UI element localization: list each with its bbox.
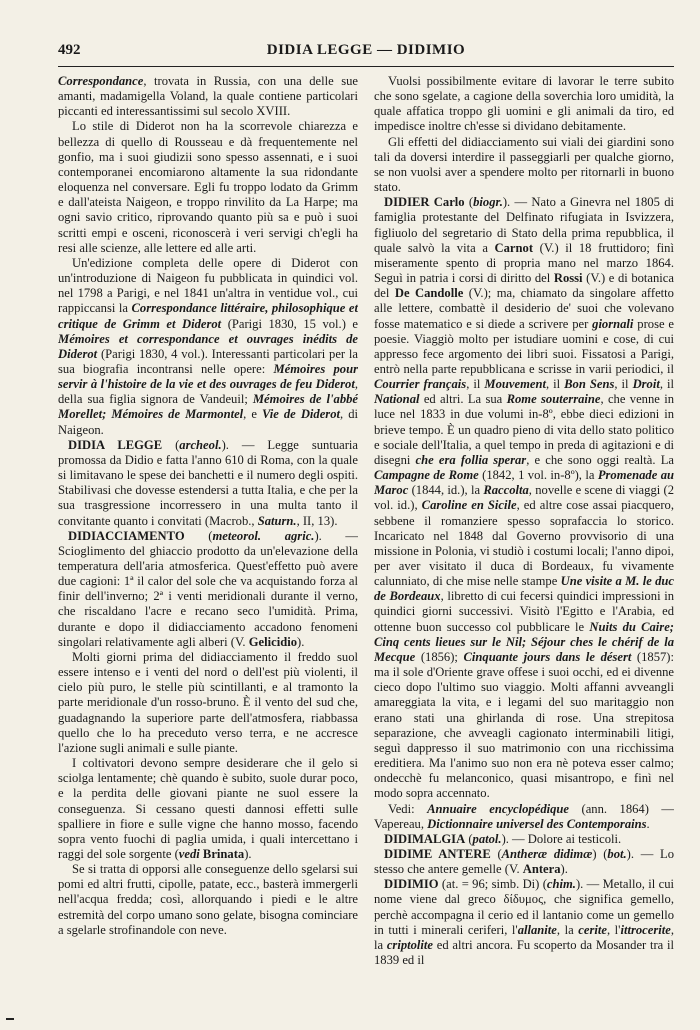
- text-run: Vedi:: [388, 801, 428, 816]
- italic-term: patol.: [472, 831, 502, 846]
- italic-term: Vie de Diderot: [262, 407, 340, 422]
- entry-didiacciamento: [58, 529, 358, 650]
- text-run: , la: [374, 922, 674, 952]
- text-run: (1844, id.), la: [408, 483, 484, 498]
- text-run: , novelle e scene di viaggi (2 vol. id.),: [374, 483, 674, 513]
- text-run: ). — Lo stesso che antere gemelle (V.: [374, 846, 674, 877]
- text-run: ).: [560, 862, 568, 877]
- text-run: , libretto di cui fecersi quindici impressioni in quindici giorni successivi. Visitò l'Egitto e l'Arabia, ed ottenne buon successo col pubblicare le: [374, 589, 674, 634]
- entry-didia-legge: [58, 438, 358, 529]
- italic-term: Correspondance littéraire, philosophique et critique de Grimm et Diderot: [58, 301, 358, 331]
- text-run: ed altri. La sua: [419, 392, 507, 407]
- italic-term: Nuits du Caire; Cinq cents lieues sur le Nil; Séjour ches le chérif de la Mecque: [374, 619, 674, 664]
- text-run: ed altri ancora. Fu scoperto da Mosander tra il 1839 ed il: [374, 937, 674, 968]
- text-run: ). — Legge suntuaria promossa da Didio e fatta l'anno 610 di Roma, con la quale si limitavano le spese dei banchetti e il numero degli ospiti. Stabilivasi che dovesse estendersi a tutta Italia, e che per la sua trasgressione incorressero in una multa tanto il convitante quanto i convitati (Macrob.,: [58, 437, 358, 528]
- right-column: [374, 74, 674, 1022]
- italic-term: Saturn.: [257, 513, 297, 528]
- italic-term: Annuaire encyclopédique: [427, 801, 570, 816]
- paragraph: [374, 74, 674, 135]
- italic-term: meteorol. agric.: [212, 528, 315, 543]
- paragraph: [58, 74, 358, 119]
- headword: De Candolle: [394, 286, 464, 301]
- italic-term: archeol.: [179, 437, 222, 452]
- text-run: prose e poesie. Viaggiò molto per istudiare uomini e cose, di cui appresso fece argomento dei libri suoi. Fissatosi a Parigi, entrò nella parte repubblicana e scrisse in varii periodici, il: [374, 316, 674, 376]
- text-run: ).: [244, 846, 252, 861]
- text-run: , e: [243, 407, 263, 422]
- italic-term: chim.: [546, 877, 576, 892]
- text-run: , II, 13).: [296, 513, 338, 528]
- italic-term: Mémoires pour servir à l'histoire de la vie et des ouvrages de feu Diderot: [58, 361, 358, 392]
- text-run: ) (: [592, 846, 608, 861]
- headword: DIDIA LEGGE: [68, 437, 163, 452]
- italic-term: Une visite a M. le duc de Bordeaux: [374, 574, 674, 604]
- entry-didimalgia: [374, 832, 674, 847]
- text-run: ). — Nato a Ginevra nel 1805 di famiglia protestante del Delfinato rifugiata in Isvizzera, figliuolo del segretario di Stato della prima repubblica, il quale salvò la vita a: [374, 195, 674, 255]
- text-run: (V.) e di botanica del: [374, 271, 674, 301]
- text-run: (: [490, 846, 502, 861]
- headword: DIDIACCIAMENTO: [68, 528, 185, 543]
- headword: Brinata: [202, 846, 245, 861]
- italic-term: cerite: [578, 922, 607, 937]
- paragraph: [58, 256, 358, 438]
- text-run: , trovata in Russia, con una delle sue amanti, madamigella Voland, la quale contiene particolari piccanti ed interessantissimi sul secolo XVIII.: [58, 74, 358, 119]
- text-run: (at. = 96; simb. Di) (: [438, 877, 547, 892]
- text-run: (: [184, 528, 213, 543]
- text-run: , la: [556, 922, 579, 937]
- text-run: (ann. 1864) — Vapereau,: [374, 801, 674, 831]
- italic-term: Rome souterraine: [506, 392, 601, 407]
- text-run: .: [646, 816, 650, 831]
- paragraph: [58, 862, 358, 938]
- paragraph: [374, 802, 674, 832]
- italic-term: Bon Sens: [564, 377, 615, 392]
- italic-term: vedi: [178, 846, 200, 861]
- italic-term: Mémoires et correspondance et ouvrages inédits de Diderot: [58, 331, 358, 361]
- entry-didime-antere: [374, 847, 674, 877]
- text-run: Lo stile di Diderot non ha la scorrevole chiarezza e bellezza di quello di Rousseau e dà frequentemente nel gonfio, ma i suoi giudizii sono spesso assennati, e i suoi contemporanei encomiarono altamente la sua ridondante eloquenza nel conversare. Egli fu troppo lodato da Grimm e dall'ateista Naigeon, e troppo rinvilito da La Harpe; ma ogni savio critico, riprovando quanto più sa e può i suoi scritti empi e osceni, riconoscerà i veri servigi ch'egli ha resi alle scienze, alle lettere ed alle arti.: [58, 119, 358, 255]
- headword: DIDIER Carlo: [384, 195, 465, 210]
- italic-term: Promenade au Maroc: [374, 468, 674, 498]
- italic-term: Raccolta: [483, 483, 529, 498]
- headword: Rossi: [553, 271, 583, 286]
- italic-term: Campagne de Rome: [374, 468, 479, 483]
- italic-term: Cinquante jours dans le désert: [463, 649, 632, 664]
- headword: DIDIME ANTERE: [384, 846, 491, 861]
- text-run: Un'edizione completa delle opere di Diderot con un'introduzione di Naigeon fu pubblicata in quindici vol. nel 1798 a Parigi, e nel 1841 un'altra in ventidue vol., cui rappiccansi la: [58, 255, 358, 316]
- text-run: , e che sono oggi realtà. La: [526, 452, 674, 467]
- text-run: (: [464, 195, 474, 210]
- text-run: (1856);: [415, 649, 464, 664]
- text-run: , di Naigeon.: [58, 407, 358, 437]
- text-run: ). — Scioglimento del ghiaccio prodotto da un'elevazione della temperatura dell'aria atmosferica. Quest'effetto può avere due cagioni: 1ª il calor del sole che va acquistando forza al finir dell'inverno; 2ª i venti meridionali durante il verno, che riscaldano l'acre e recano seco l'umidità. Prima, durante e dopo il didiacciamento accadono fenomeni singolari relativamente agli alberi (V.: [58, 528, 358, 649]
- text-run: (Parigi 1830, 15 vol.) e: [221, 316, 358, 331]
- italic-term: Mouvement: [484, 377, 546, 392]
- text-run: (1857): ma il sole d'Oriente grave offese i suoi occhi, ed ei divenne cieco dopo l'ultimo suo viaggio. Molti affanni avveangli amareggiata la vita, e i legami del suo maritaggio non erano stati una ghirlanda di rose. Una strepitosa separazione, che avveagli cagionato interminabili litigi, seguì dappresso il suo matrimonio con una ricchissima ereditiera. Ma l'animo suo non era nè poteva esser calmo; ondecchè fu melanconico, quasi misantropo, e finì nel modo sopra accennato.: [374, 649, 674, 801]
- text-run: (: [162, 437, 180, 452]
- italic-term: che era follia sperar: [415, 452, 527, 467]
- italic-term: giornali: [592, 316, 634, 331]
- headword: Gelicidio: [248, 634, 297, 649]
- text-run: , il: [545, 377, 565, 392]
- text-run: (1842, 1 vol. in-8º), la: [478, 468, 598, 483]
- text-run: , il: [659, 377, 674, 392]
- page-number: 492: [58, 42, 81, 58]
- headword: DIDIMIO: [384, 877, 439, 892]
- headword: Carnot: [494, 240, 534, 255]
- entry-didier-carlo: [374, 195, 674, 801]
- italic-term: Antheræ didimæ: [501, 846, 593, 861]
- text-run: ). — Metallo, il cui nome viene dal greco δίδυμος, che significa gemello, perchè accompagna il cerio ed il lantanio come un gemello in tutti i minerali ceriferi, l': [374, 877, 674, 937]
- text-run: I coltivatori devono sempre desiderare che il gelo si sciolga lentamente; chè quando è subito, suole durar poco, e la perdita delle giovani piante ne suol essere la conseguenza. Si cessano questi dannosi effetti sulle spalliere in fiore e sulle vigne che hanno mosso, facendo sopra vento fuochi di paglia umida, i quali intercettano i raggi del sole sorgente (: [58, 756, 358, 861]
- italic-term: National: [374, 392, 420, 407]
- text-run: Vuolsi possibilmente evitare di lavorar le terre subito che sono sgelate, a cagione della soverchia loro umidità, la quale affatica troppo gli uomini e gli animali da tiro, ed impedisce inoltre ch'esse si dividano debitamente.: [374, 74, 674, 134]
- page-header: [58, 38, 674, 67]
- paragraph: [58, 650, 358, 756]
- text-run: , il: [614, 377, 633, 392]
- text-run: , ed altre cose assai piacquero, sebbene il romanziere spesso soprafaccia lo storico. Incaricato nel 1848 dal Governo provvisorio di una missione in Polonia, vi studiò i costumi locali; l'anno dipoi, per aver visitato il duca di Bordeaux, fu vivamente calunniato, di che mise nelle stampe: [374, 498, 674, 589]
- italic-term: ittrocerite: [620, 922, 671, 937]
- text-run: Se si tratta di opporsi alle conseguenze dello sgelarsi sui pomi ed altri frutti, cipolle, patate, ecc., basterà immergerli nell'acqua fredda; così, allorquando i piedi e le altre estremità del corpo umano sono gelate, bisogna cominciare a sgelarle strofinandole con neve.: [58, 862, 358, 937]
- italic-term: biogr.: [473, 195, 503, 210]
- italic-term: Dictionnaire universel des Contemporains: [427, 816, 647, 831]
- entry-didimio: [374, 877, 674, 968]
- paragraph: [58, 756, 358, 862]
- text-run: , della sua figlia signora de Vandeuil;: [58, 377, 358, 407]
- text-run: Molti giorni prima del didiacciamento il freddo suol essere intenso e i venti del nord o dell'est più violenti, il cielo più puro, le stelle più scintillanti, e al tramonto la parte meridionale d'un rosso-bruno. È il vento del sud che, guadagnando la superiore parte dell'atmosfera, riabbassa quello che lo ha preceduto verso terra, e ne accresce l'azione sugli animali e sulle piante.: [58, 649, 358, 755]
- text-run: Gli effetti del didiacciamento sui viali dei giardini sono tali da doversi interdire il passeggiarli per qualche giorno, se non vuolsi aver a spendere molto per ritornarli in buono stato.: [374, 134, 674, 195]
- paragraph: [374, 135, 674, 196]
- text-run: ). — Dolore ai testicoli.: [501, 831, 622, 846]
- italic-term: Caroline en Sicile: [421, 498, 517, 513]
- text-run: (V.) il 18 fruttidoro; finì miseramente spento di propria mano nel marzo 1864. Seguì in patria i corsi di diritto del: [374, 240, 674, 286]
- italic-term: Courrier français: [374, 377, 467, 392]
- paragraph: [58, 119, 358, 255]
- headword: DIDIMALGIA: [384, 831, 466, 846]
- text-run: ).: [297, 634, 305, 649]
- text-run: (: [465, 831, 473, 846]
- italic-term: Correspondance: [58, 74, 144, 88]
- left-column: [58, 74, 358, 1022]
- text-run: , che venne in luce nel 1833 in due volumi in-8º, ebbe dieci edizioni in brieve tempo. È un quadro pieno di vita dello stato politico e sociale dell'Italia, a quel tempo in preda di agitazioni e di disegni: [374, 392, 674, 467]
- italic-term: criptolite: [386, 937, 433, 952]
- margin-mark: [6, 1018, 14, 1020]
- italic-term: Mémoires de l'abbé Morellet; Mémoires de Marmontel: [58, 392, 358, 422]
- text-run: , l': [606, 922, 621, 937]
- text-run: (Parigi 1830, 4 vol.). Interessanti particolari per la sua biografia incontransi nelle opere:: [58, 346, 358, 376]
- text-run: , il: [466, 377, 485, 392]
- italic-term: Droit: [632, 377, 660, 392]
- italic-term: bot.: [607, 846, 627, 861]
- running-title: DIDIA LEGGE — DIDIMIO: [266, 42, 466, 58]
- headword: Antera: [522, 862, 561, 877]
- text-run: (V.); ma, chiamato da singolare affetto alle lettere, combattè il desiderio de' suoi che volevano fosse matematico e si diede a scrivere per: [374, 286, 674, 331]
- italic-term: allanite: [517, 922, 557, 937]
